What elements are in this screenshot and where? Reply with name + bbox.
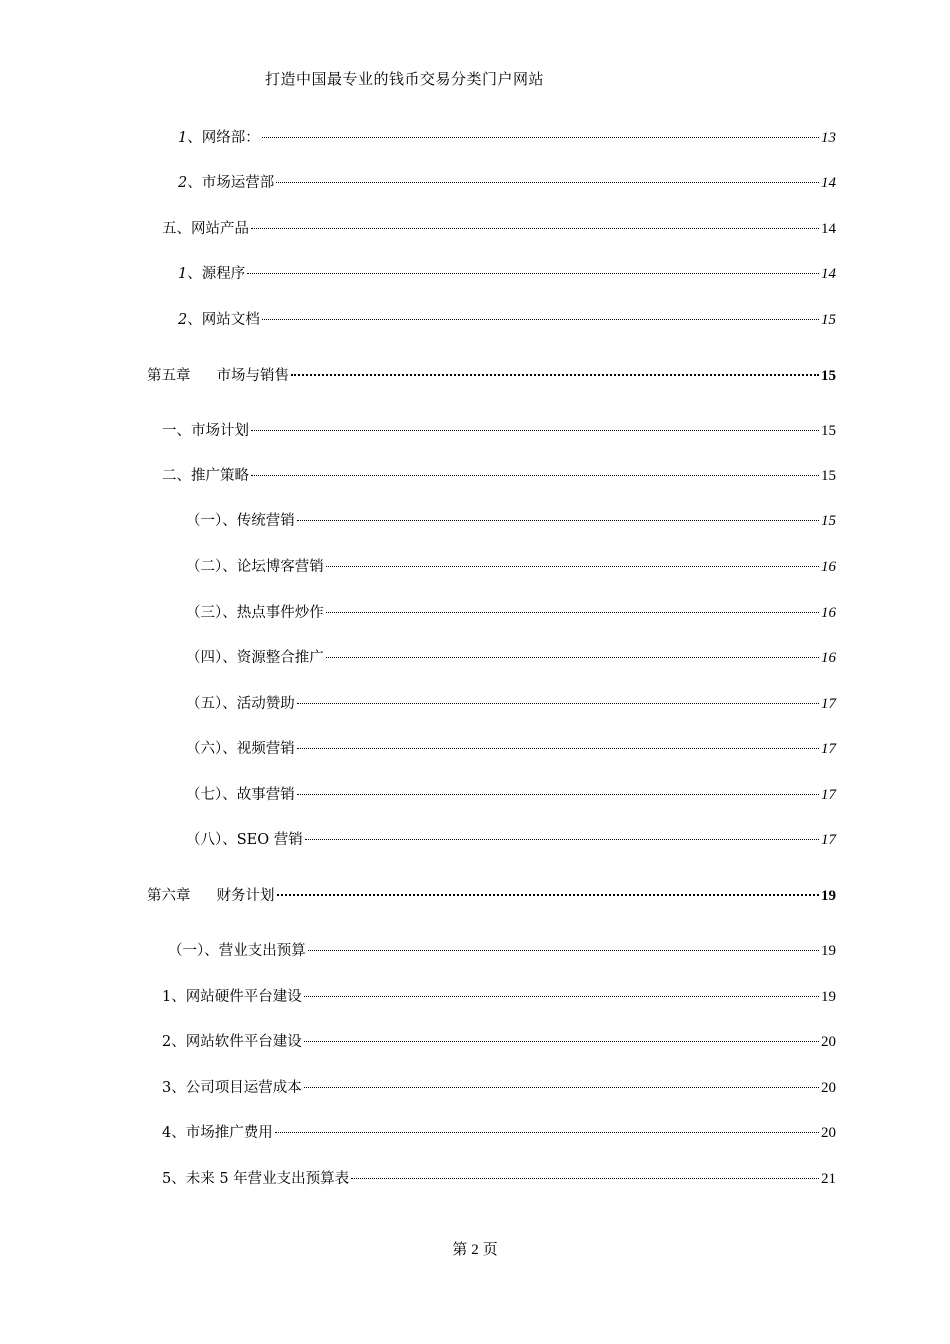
toc-entry-page: 15 <box>821 513 836 529</box>
toc-entry-text: 一、市场计划 <box>162 423 249 439</box>
dot-leader <box>251 475 819 476</box>
dot-leader <box>297 794 819 795</box>
dot-leader <box>297 748 819 749</box>
dot-leader <box>277 894 820 896</box>
toc-entry[interactable] <box>147 366 836 386</box>
toc-entry-label <box>162 466 249 486</box>
dot-leader <box>262 319 819 320</box>
toc-entry-label <box>168 941 306 961</box>
toc-entry-page: 14 <box>821 221 836 237</box>
footer-suffix: 页 <box>482 1240 498 1258</box>
toc-entry-label <box>178 128 260 148</box>
dot-leader <box>326 657 819 658</box>
toc-entry-separator: 、 <box>187 312 202 328</box>
toc-entry[interactable] <box>162 466 836 486</box>
toc-entry-number: 2 <box>178 312 188 328</box>
toc-entry[interactable] <box>162 1032 836 1052</box>
toc-entry-text: 网站文档 <box>201 312 260 328</box>
toc-entry-text: （二）、论坛博客营销 <box>186 559 324 575</box>
toc-entry-label <box>186 603 324 623</box>
toc-entry-text: 1、网站硬件平台建设 <box>162 989 302 1005</box>
toc-entry-text: （一）、传统营销 <box>186 513 295 529</box>
toc-entry-label <box>162 421 249 441</box>
toc-entry-page: 15 <box>821 423 836 439</box>
toc-entry[interactable] <box>186 557 836 577</box>
dot-leader <box>291 374 819 376</box>
toc-entry[interactable] <box>162 987 836 1007</box>
toc-entry-page: 19 <box>821 888 836 904</box>
toc-entry-number: 1 <box>178 266 188 282</box>
dot-leader <box>326 566 819 567</box>
toc-entry-text: 源程序 <box>201 266 246 282</box>
dot-leader <box>276 182 819 183</box>
toc-entry-label <box>162 1123 273 1143</box>
toc-entry-page: 20 <box>821 1080 836 1096</box>
toc-entry-separator: 、 <box>187 175 202 191</box>
toc-entry-label <box>186 830 303 850</box>
toc-entry-separator: 、 <box>187 266 202 282</box>
toc-entry-number: 2 <box>178 175 188 191</box>
toc-entry-text: （一）、营业支出预算 <box>168 943 306 959</box>
toc-entry[interactable] <box>186 648 836 668</box>
dot-leader <box>304 1041 819 1042</box>
dot-leader <box>251 228 819 229</box>
toc-entry[interactable] <box>186 603 836 623</box>
toc-entry-number: 第六章 <box>147 888 191 904</box>
toc-entry-page: 20 <box>821 1034 836 1050</box>
toc-entry[interactable] <box>162 421 836 441</box>
toc-entry-text: 3、公司项目运营成本 <box>162 1080 302 1096</box>
toc-entry-text: 财务计划 <box>216 888 275 904</box>
toc-entry-label <box>178 173 274 193</box>
dot-leader <box>247 273 819 274</box>
toc-entry-label <box>186 511 295 531</box>
dot-leader <box>326 612 819 613</box>
toc-entry[interactable] <box>162 1078 836 1098</box>
footer-prefix: 第 <box>452 1240 468 1258</box>
toc-entry-label <box>186 694 295 714</box>
toc-entry[interactable] <box>186 739 836 759</box>
page-footer <box>0 1238 950 1259</box>
toc-entry-page: 17 <box>821 787 836 803</box>
toc-entry-label <box>162 987 302 1007</box>
dot-leader <box>275 1132 819 1133</box>
toc-entry-label <box>162 1032 302 1052</box>
toc-entry-label <box>186 785 295 805</box>
toc-entry-label <box>178 264 245 284</box>
toc-entry[interactable] <box>162 219 836 239</box>
toc-entry-page: 16 <box>821 605 836 621</box>
toc-entry-text: （七）、故事营销 <box>186 787 295 803</box>
toc-entry-text: （六）、视频营销 <box>186 741 295 757</box>
toc-entry-number: 1 <box>178 130 188 146</box>
toc-entry-text: （四）、资源整合推广 <box>186 650 324 666</box>
toc-entry[interactable] <box>162 1123 836 1143</box>
toc-entry-page: 21 <box>821 1171 836 1187</box>
page-header-title: 打造中国最专业的钱币交易分类门户网站 <box>265 70 545 88</box>
toc-entry[interactable] <box>186 830 836 850</box>
toc-entry[interactable] <box>186 694 836 714</box>
toc-entry-page: 15 <box>821 368 836 384</box>
toc-entry[interactable] <box>168 941 836 961</box>
toc-entry-text: 市场运营部 <box>201 175 275 191</box>
toc-entry-text: （五）、活动赞助 <box>186 696 295 712</box>
toc-entry-separator: 、 <box>187 130 202 146</box>
toc-entry-text: 4、市场推广费用 <box>162 1125 273 1141</box>
dot-leader <box>304 996 819 997</box>
toc-entry-page: 14 <box>821 175 836 191</box>
toc-entry-text: 2、网站软件平台建设 <box>162 1034 302 1050</box>
toc-entry-text: （八）、SEO 营销 <box>186 832 303 848</box>
toc-entry-text: 网络部： <box>201 130 260 146</box>
toc-entry-page: 16 <box>821 650 836 666</box>
toc-entry-label <box>162 1078 302 1098</box>
dot-leader <box>351 1178 819 1179</box>
dot-leader <box>304 1087 819 1088</box>
dot-leader <box>262 137 819 138</box>
toc-entry[interactable] <box>178 264 836 284</box>
toc-entry-label <box>147 366 289 386</box>
toc-entry-label <box>186 557 324 577</box>
dot-leader <box>297 703 819 704</box>
toc-entry-label <box>147 886 275 906</box>
toc-entry[interactable] <box>178 128 836 148</box>
toc-entry-page: 20 <box>821 1125 836 1141</box>
toc-entry-number: 第五章 <box>147 368 191 384</box>
dot-leader <box>297 520 819 521</box>
toc-entry-text: 5、未来 5 年营业支出预算表 <box>162 1171 350 1187</box>
toc-entry[interactable] <box>178 173 836 193</box>
toc-entry-page: 19 <box>821 943 836 959</box>
toc-entry-label <box>162 219 249 239</box>
toc-entry[interactable] <box>162 1169 836 1189</box>
toc-entry-label <box>162 1169 349 1189</box>
toc-entry-label <box>178 310 260 330</box>
footer-page-number: 2 <box>471 1242 479 1258</box>
dot-leader <box>251 430 819 431</box>
toc-entry-page: 19 <box>821 989 836 1005</box>
toc-entry[interactable] <box>186 511 836 531</box>
toc-entry-text: （三）、热点事件炒作 <box>186 605 324 621</box>
toc-entry-page: 17 <box>821 741 836 757</box>
toc-entry-label <box>186 648 324 668</box>
toc-entry-page: 17 <box>821 832 836 848</box>
toc-entry-text: 二、推广策略 <box>162 468 249 484</box>
toc-entry[interactable] <box>147 886 836 906</box>
dot-leader <box>305 839 819 840</box>
toc-entry-page: 13 <box>821 130 836 146</box>
toc-entry-page: 15 <box>821 312 836 328</box>
toc-entry-text: 五、网站产品 <box>162 221 249 237</box>
toc-entry-page: 15 <box>821 468 836 484</box>
toc-entry-page: 14 <box>821 266 836 282</box>
toc-entry[interactable] <box>186 785 836 805</box>
toc-entry-label <box>186 739 295 759</box>
toc-entry-page: 16 <box>821 559 836 575</box>
toc-entry-text: 市场与销售 <box>216 368 289 384</box>
toc-entry-page: 17 <box>821 696 836 712</box>
toc-entry[interactable] <box>178 310 836 330</box>
dot-leader <box>308 950 819 951</box>
